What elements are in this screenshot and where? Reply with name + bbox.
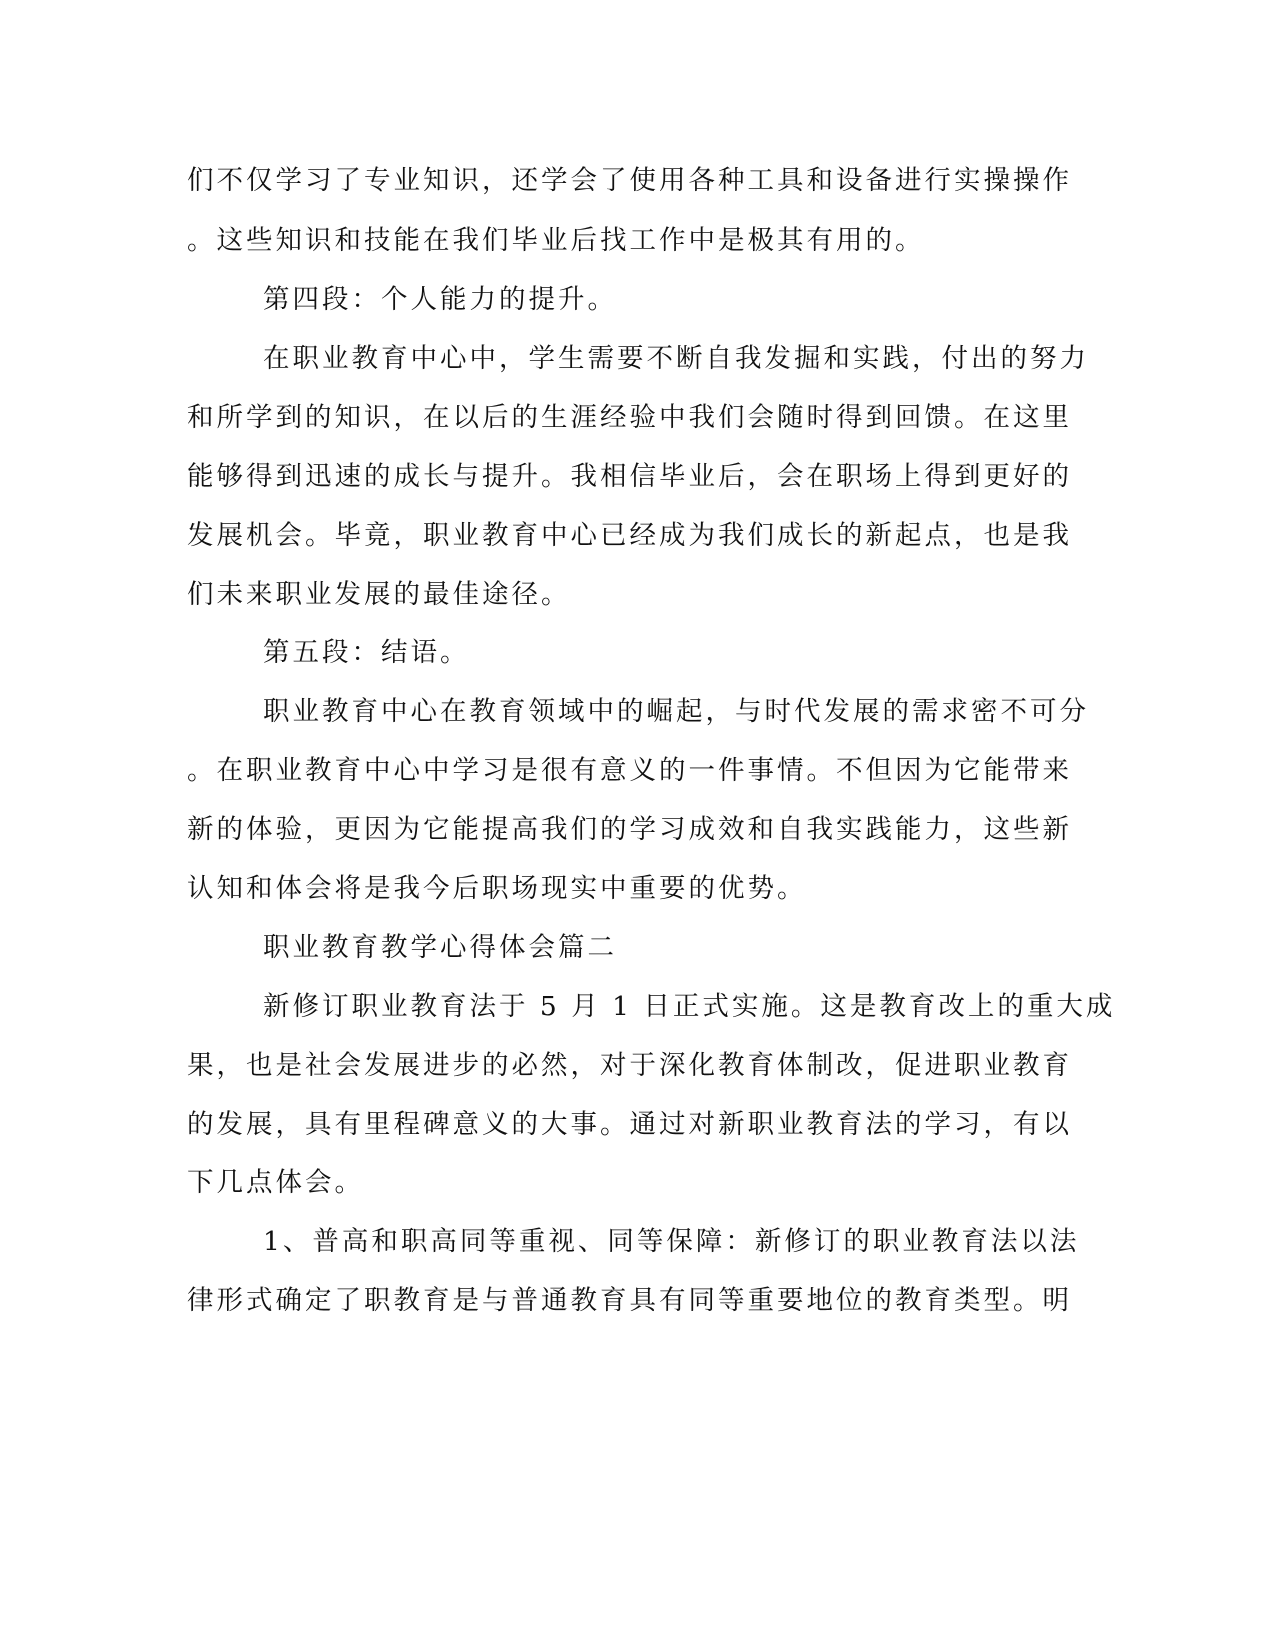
text-line: 新的体验，更因为它能提高我们的学习成效和自我实践能力，这些新 [187, 814, 1072, 845]
section-heading: 第五段：结语。 [263, 637, 470, 668]
text-line: 认知和体会将是我今后职场现实中重要的优势。 [187, 873, 807, 904]
text-line: 发展机会。毕竟，职业教育中心已经成为我们成长的新起点，也是我 [187, 520, 1072, 551]
text-line: 。这些知识和技能在我们毕业后找工作中是极其有用的。 [187, 225, 925, 256]
text-line: 在职业教育中心中，学生需要不断自我发掘和实践，付出的努力 [263, 343, 1089, 374]
text-line: 们不仅学习了专业知识，还学会了使用各种工具和设备进行实操操作 [187, 165, 1072, 196]
text-line: 。在职业教育中心中学习是很有意义的一件事情。不但因为它能带来 [187, 755, 1072, 786]
text-line: 能够得到迅速的成长与提升。我相信毕业后，会在职场上得到更好的 [187, 461, 1072, 492]
text-line: 的发展，具有里程碑意义的大事。通过对新职业教育法的学习，有以 [187, 1109, 1072, 1140]
text-line: 们未来职业发展的最佳途径。 [187, 579, 571, 610]
text-line: 果，也是社会发展进步的必然，对于深化教育体制改，促进职业教育 [187, 1050, 1072, 1081]
text-line: 律形式确定了职教育是与普通教育具有同等重要地位的教育类型。明 [187, 1285, 1072, 1316]
section-heading: 第四段：个人能力的提升。 [263, 284, 617, 315]
text-line: 新修订职业教育法于 5 月 1 日正式实施。这是教育改上的重大成 [263, 991, 1116, 1022]
text-line: 1、普高和职高同等重视、同等保障：新修订的职业教育法以法 [263, 1226, 1080, 1257]
text-line: 和所学到的知识，在以后的生涯经验中我们会随时得到回馈。在这里 [187, 402, 1072, 433]
article-title: 职业教育教学心得体会篇二 [263, 932, 617, 963]
text-line: 下几点体会。 [187, 1167, 364, 1198]
text-line: 职业教育中心在教育领域中的崛起，与时代发展的需求密不可分 [263, 696, 1089, 727]
